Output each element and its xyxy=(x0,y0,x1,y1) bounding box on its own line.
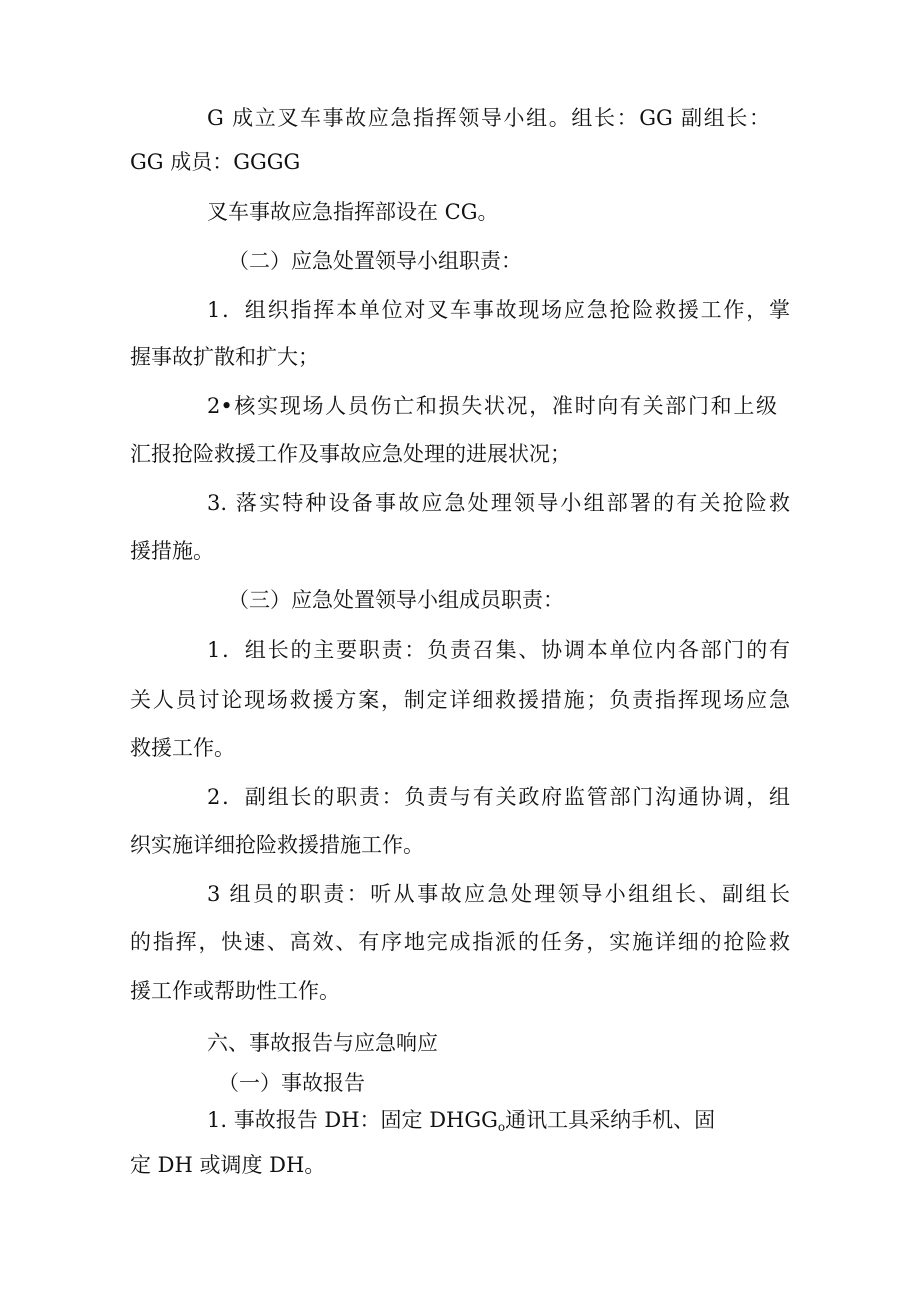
paragraph-line: 援工作或帮助性工作。 xyxy=(130,979,340,1003)
paragraph-line: 汇报抢险救援工作及事故应急处理的进展状况； xyxy=(130,442,571,466)
paragraph-line: 定 DH 或调度 DH。 xyxy=(130,1153,326,1177)
paragraph-line: 关人员讨论现场救援方案，制定详细救援措施；负责指挥现场应急 xyxy=(130,688,790,712)
paragraph-line: 援措施。 xyxy=(130,539,214,563)
paragraph-line: 救援工作。 xyxy=(130,736,235,760)
paragraph-line: 3. 落实特种设备事故应急处理领导小组部署的有关抢险救 xyxy=(207,491,790,515)
paragraph-line: 的指挥，快速、高效、有序地完成指派的任务，实施详细的抢险救 xyxy=(130,930,790,954)
paragraph-line: 2•核实现场人员伤亡和损失状况，准时向有关部门和上级 xyxy=(207,394,777,418)
subscript-mark: o xyxy=(497,1120,506,1134)
section-heading: （一）事故报告 xyxy=(218,1071,365,1095)
paragraph-line: 握事故扩散和扩大； xyxy=(130,345,319,369)
paragraph-line: 3 组员的职责：听从事故应急处理领导小组组长、副组长 xyxy=(207,882,790,906)
paragraph-line: 1．组长的主要职责：负责召集、协调本单位内各部门的有 xyxy=(207,638,790,662)
section-heading: （三）应急处置领导小组成员职责： xyxy=(228,588,564,612)
section-heading: （二）应急处置领导小组职责： xyxy=(228,249,522,273)
paragraph-line: 叉车事故应急指挥部设在 CG。 xyxy=(207,200,499,224)
paragraph-line: 1．组织指挥本单位对叉车事故现场应急抢险救援工作，掌 xyxy=(207,298,790,322)
paragraph-line: G 成立叉车事故应急指挥领导小组。组长：GG 副组长： xyxy=(207,106,770,130)
paragraph-line xyxy=(207,1107,715,1140)
paragraph-line: 2．副组长的职责：负责与有关政府监管部门沟通协调，组 xyxy=(207,785,790,809)
line-text: 通讯工具采纳手机、固 xyxy=(505,1108,716,1132)
line-text: 1. 事故报告 DH：固定 DHGG xyxy=(207,1108,498,1132)
paragraph-line: 织实施详细抢险救援措施工作。 xyxy=(130,833,424,857)
section-heading: 六、事故报告与应急响应 xyxy=(207,1031,438,1055)
paragraph-line: GG 成员：GGGG xyxy=(130,150,301,174)
